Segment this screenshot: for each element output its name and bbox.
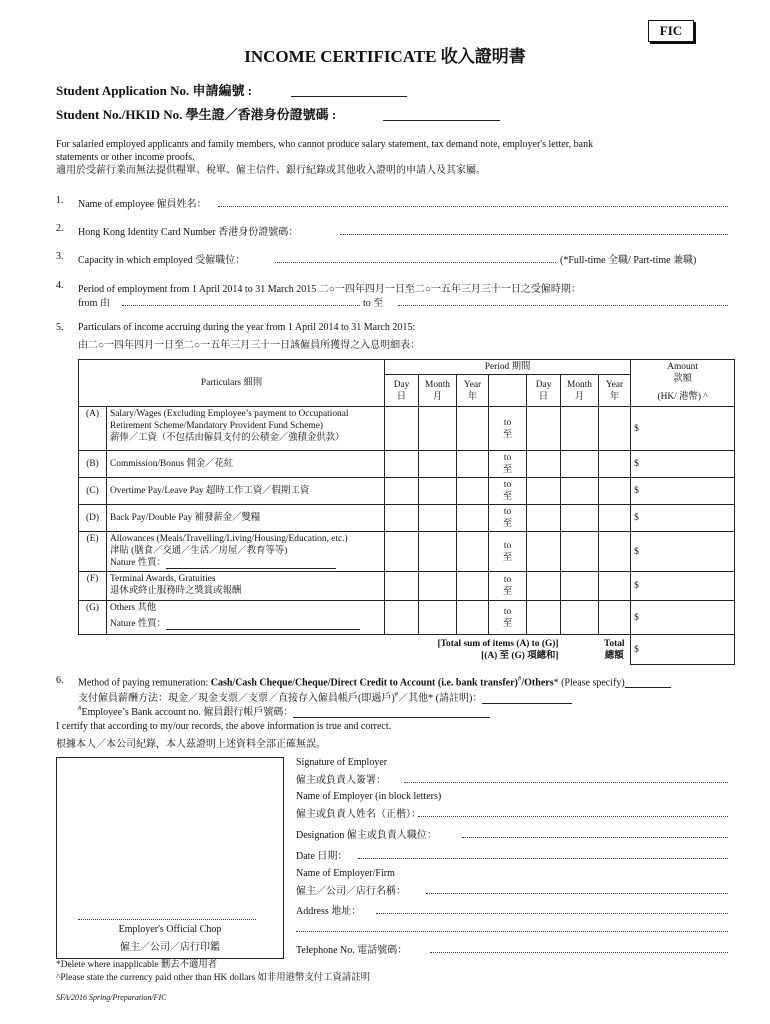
total-sum-label: [Total sum of items (A) to (G)] [(A) 至 (G) 項總和] [437,638,559,661]
row-e-to-month[interactable] [561,532,599,572]
row-b-from-day[interactable] [385,451,419,478]
row-d-from-month[interactable] [419,505,457,532]
row-e-to-year[interactable] [599,532,631,572]
period-from-field[interactable] [122,305,360,306]
row-e-nature-label: Nature 性質： [110,558,166,568]
employment-period-label: Period of employment from 1 April 2014 to 31 March 2015 二○一四年四月一日至二○一五年三月三十一日之受僱時期： [78,284,581,295]
telephone-label: Telephone No. 電話號碼： [296,945,408,956]
row-b-particulars: Commission/Bonus 佣金／花紅 [107,451,385,478]
payment-method-line: Method of paying remuneration: Cash/Cash Cheque/Cheque/Direct Credit to Account (i.e. bank transfer)#/Others* (Please specify) [78,675,671,688]
row-f-from-day[interactable] [385,572,419,601]
to-month-header: Month 月 [561,375,599,407]
to-year-header: Year 年 [599,375,631,407]
row-e-nature-field[interactable] [166,558,336,569]
row-a-amount[interactable]: $ [631,407,735,451]
row-e-to-day[interactable] [527,532,561,572]
row-b-to: to 至 [489,451,527,478]
row-g-from-day[interactable] [385,601,419,635]
capacity-label: Capacity in which employed 受僱職位： [78,255,246,266]
table-row-b [79,451,735,478]
row-f-amount[interactable]: $ [631,572,735,601]
hkid-field[interactable] [340,234,728,235]
row-a-to-day[interactable] [527,407,561,451]
row-f-to-day[interactable] [527,572,561,601]
item-4-number: 4. [56,280,64,291]
row-g-to-month[interactable] [561,601,599,635]
income-particulars-label: Particulars of income accruing during the year from 1 April 2014 to 31 March 2015: [78,322,416,333]
employer-name-field[interactable] [418,816,728,817]
payment-method-line-cn: 支付僱員薪酬方法：現金／現金支票／支票／直接存入僱員帳戶(即過戶)#／其他* (請註明)： [78,689,572,704]
telephone-field[interactable] [430,952,728,953]
period-to-field[interactable] [398,305,728,306]
firm-name-label: Name of Employer/Firm [296,868,395,879]
row-c-amount[interactable]: $ [631,478,735,505]
row-g-code: (G) [79,601,107,635]
intro-text [56,138,728,177]
employer-name-label: Name of Employer (in block letters) [296,791,442,802]
bank-account-field[interactable] [293,707,490,718]
row-e-amount[interactable]: $ [631,532,735,572]
row-b-code: (B) [79,451,107,478]
period-to-label: to 至 [363,298,384,309]
date-label: Date 日期： [296,851,348,862]
table-row-e [79,532,735,572]
row-f-particulars: Terminal Awards, Gratuities 退休或終止服務時之獎賞或報酬 [107,572,385,601]
row-f-code: (F) [79,572,107,601]
form-code-badge: FIC [648,20,694,42]
row-c-from-day[interactable] [385,478,419,505]
amount-currency: (HK/ 港幣) ^ [657,392,708,402]
row-c-code: (C) [79,478,107,505]
row-d-from-day[interactable] [385,505,419,532]
item-3-number: 3. [56,251,64,262]
row-c-to: to 至 [489,478,527,505]
table-row-c [79,478,735,505]
certify-statement: I certify that according to my/our records, the above information is true and correct. [56,721,392,732]
row-f-to-year[interactable] [599,572,631,601]
row-b-to-day[interactable] [527,451,561,478]
item-2-number: 2. [56,223,64,234]
row-e-from-month[interactable] [419,532,457,572]
row-g-particulars: Others 其他 Nature 性質： [107,601,385,635]
period-from-label: from 由 [78,298,110,309]
row-d-to-year[interactable] [599,505,631,532]
address-label: Address 地址： [296,906,362,917]
item-1-number: 1. [56,195,64,206]
signature-label-cn: 僱主或負責人簽署： [296,775,386,786]
row-g-to-year[interactable] [599,601,631,635]
footnote-delete: *Delete where inapplicable 刪去不適用者 [56,960,218,970]
amount-header-en: Amount [667,362,698,372]
row-d-to-month[interactable] [561,505,599,532]
row-d-to-day[interactable] [527,505,561,532]
row-g-from-year[interactable] [457,601,489,635]
chop-label-cn: 僱主／公司／店行印鑑 [120,942,220,953]
row-f-from-year[interactable] [457,572,489,601]
signature-field[interactable] [404,782,728,783]
row-g-nature-field[interactable] [166,619,360,630]
row-c-to-month[interactable] [561,478,599,505]
student-no-label: Student No./HKID No. 學生證／香港身份證號碼 : [56,107,337,122]
row-b-to-month[interactable] [561,451,599,478]
row-a-to-year[interactable] [599,407,631,451]
row-b-amount[interactable]: $ [631,451,735,478]
payment-method-other-field[interactable] [625,677,671,688]
address-field-line-2[interactable] [296,931,728,932]
table-row-g [79,601,735,635]
chop-label: Employer's Official Chop [118,924,222,935]
total-amount[interactable]: $ [631,635,735,665]
payment-method-other-field-cn[interactable] [482,693,572,704]
row-g-to: to 至 [489,601,527,635]
item-5-number: 5. [56,322,64,333]
row-d-from-year[interactable] [457,505,489,532]
to-day-header: Day 日 [527,375,561,407]
row-d-particulars: Back Pay/Double Pay 補發薪金／雙糧 [107,505,385,532]
signature-label: Signature of Employer [296,757,388,768]
hkid-label: Hong Kong Identity Card Number 香港身份證號碼： [78,227,299,238]
row-g-amount[interactable]: $ [631,601,735,635]
row-a-from-year[interactable] [457,407,489,451]
amount-header-cn: 款額 [673,374,692,384]
page-title: INCOME CERTIFICATE 收入證明書 [244,47,526,66]
row-c-from-month[interactable] [419,478,457,505]
employee-name-label: Name of employee 僱員姓名： [78,199,207,210]
row-a-from-day[interactable] [385,407,419,451]
employee-name-field[interactable] [218,206,728,207]
employer-name-label-cn: 僱主或負責人姓名（正楷）： [296,809,421,820]
application-no-label: Student Application No. 申請編號 : [56,83,253,98]
intro-line-3: 適用於受薪行業而無法提供糧單、稅單、僱主信件、銀行紀錄或其他收入證明的申請人及其家屬。 [56,165,486,176]
income-table [78,359,735,665]
row-b-from-year[interactable] [457,451,489,478]
from-month-header: Month 月 [419,375,457,407]
row-e-from-day[interactable] [385,532,419,572]
row-c-to-day[interactable] [527,478,561,505]
table-row-f [79,572,735,601]
total-label: Total 總額 [604,638,625,661]
row-a-from-month[interactable] [419,407,457,451]
intro-line-1: For salaried employed applicants and family members, who cannot produce salary statement, tax demand note, employer's letter, bank [56,139,594,150]
row-g-from-month[interactable] [419,601,457,635]
table-row-d [79,505,735,532]
row-a-particulars: Salary/Wages (Excluding Employee’s payment to Occupational Retirement Scheme/Mandatory Provident Fund Scheme) 薪俸／工資（不包括由僱員支付的公積金／強積金供款） [107,407,385,451]
row-a-code: (A) [79,407,107,451]
row-b-to-year[interactable] [599,451,631,478]
firm-name-label-cn: 僱主／公司／店行名稱： [296,886,406,897]
row-e-code: (E) [79,532,107,572]
address-field[interactable] [376,913,728,914]
chop-signature-line [78,919,256,920]
row-b-from-month[interactable] [419,451,457,478]
from-year-header: Year 年 [457,375,489,407]
footnote-currency: ^Please state the currency paid other than HK dollars 如非用港幣支付工資請註明 [56,973,370,983]
row-d-to: to 至 [489,505,527,532]
date-field[interactable] [358,858,728,859]
application-no-field[interactable] [291,96,407,97]
firm-name-field[interactable] [426,893,728,894]
table-row-a [79,407,735,451]
row-d-amount[interactable]: $ [631,505,735,532]
employment-type-note: (*Full-time 全職/ Part-time 兼職) [560,255,697,266]
row-f-to: to 至 [489,572,527,601]
certify-statement-cn: 根據本人／本公司紀錄，本人茲證明上述資料全部正確無誤。 [56,739,326,750]
table-row-total [79,635,735,665]
row-g-nature-label: Nature 性質： [110,619,166,629]
designation-field[interactable] [462,837,728,838]
student-no-field[interactable] [383,120,500,121]
amount-header [631,360,735,407]
income-particulars-label-cn: 由二○一四年四月一日至二○一五年三月三十一日該僱員所獲得之入息明細表： [78,340,421,351]
row-f-from-month[interactable] [419,572,457,601]
row-d-code: (D) [79,505,107,532]
bank-account-line: #Employee’s Bank account no. 僱員銀行帳戶號碼： [78,703,490,718]
row-c-from-year[interactable] [457,478,489,505]
capacity-field[interactable] [275,262,556,263]
period-gap-header [489,375,527,407]
item-6-number: 6. [56,675,64,686]
row-a-to: to 至 [489,407,527,451]
row-c-to-year[interactable] [599,478,631,505]
row-e-from-year[interactable] [457,532,489,572]
period-header: Period 期間 [385,360,631,375]
row-c-particulars: Overtime Pay/Leave Pay 超時工作工資／假期工資 [107,478,385,505]
row-f-to-month[interactable] [561,572,599,601]
row-e-to: to 至 [489,532,527,572]
intro-line-2: statements or other income proofs. [56,152,195,163]
from-day-header: Day 日 [385,375,419,407]
form-reference-code: SFA/2016 Spring/Preparation/FIC [56,993,167,1002]
row-a-to-month[interactable] [561,407,599,451]
particulars-header: Particulars 細則 [79,360,385,407]
designation-label: Designation 僱主或負責人職位： [296,830,437,841]
row-g-to-day[interactable] [527,601,561,635]
row-e-particulars: Allowances (Meals/Travelling/Living/Housing/Education, etc.) 津貼 (膳食／交通／生活／房屋／教育等等) Nature 性質： [107,532,385,572]
